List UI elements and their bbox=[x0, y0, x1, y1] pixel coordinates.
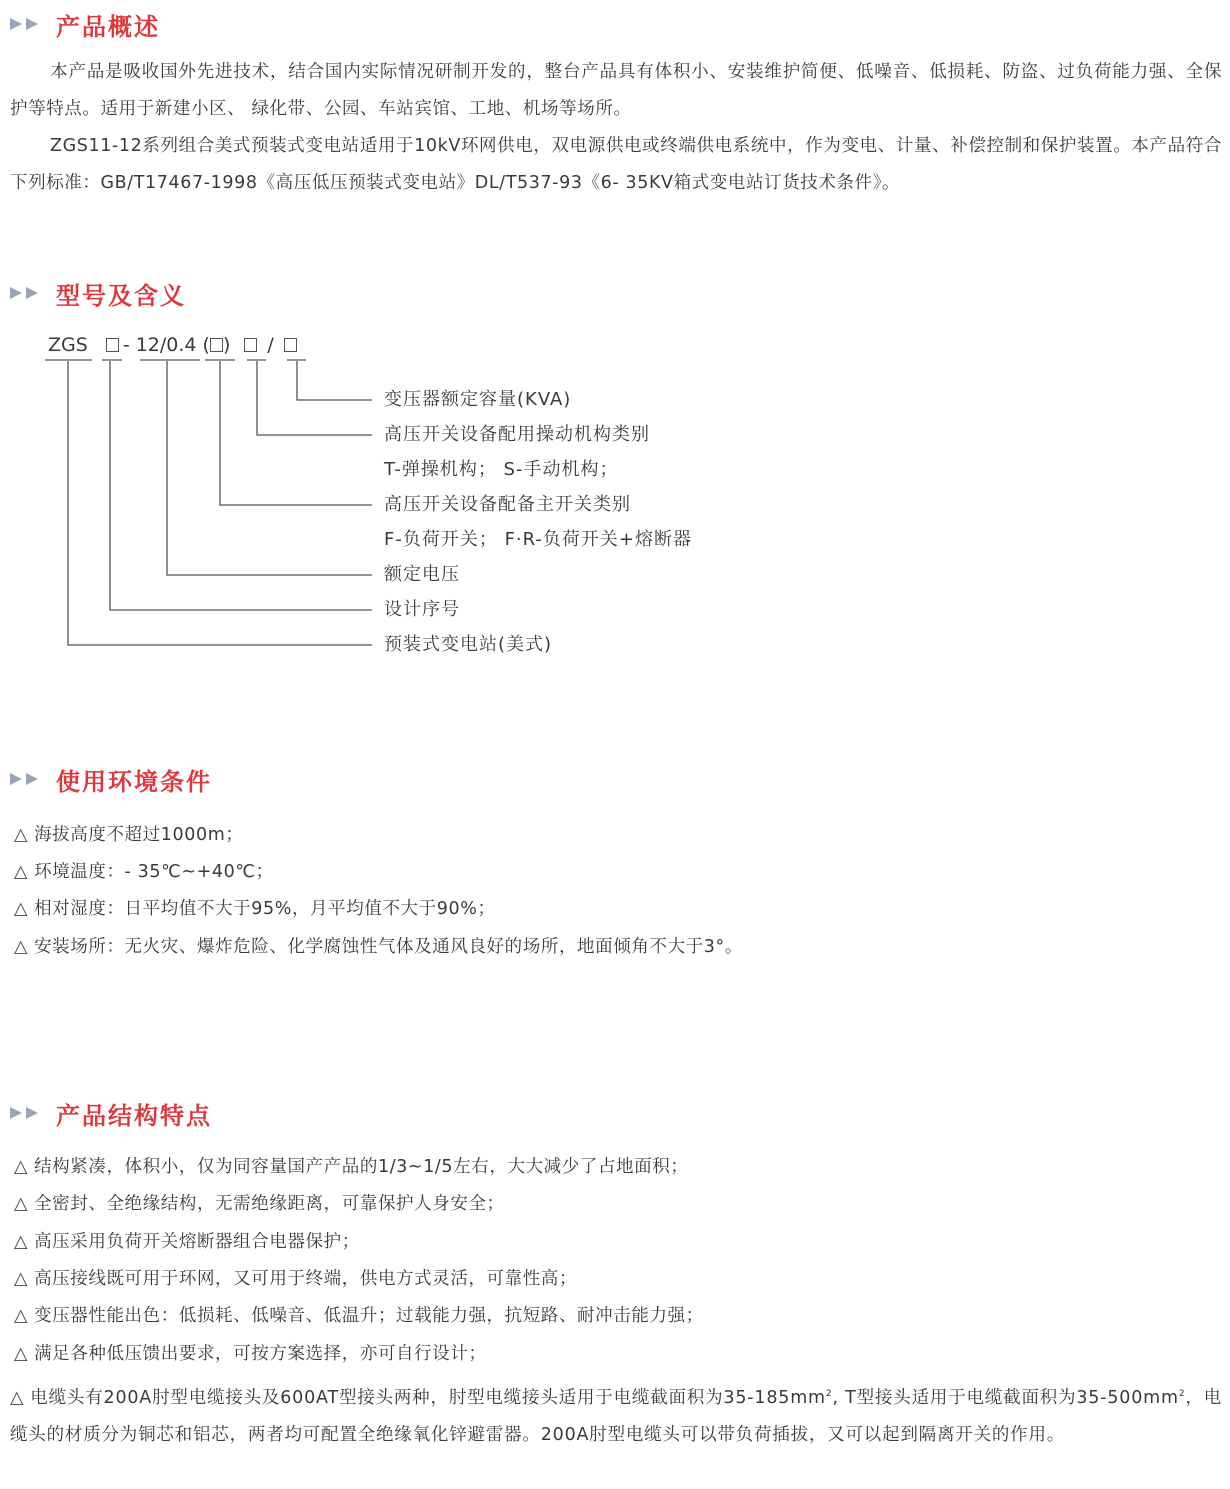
desc-substation-type: 预装式变电站(美式) bbox=[384, 634, 553, 655]
triangle-icon: △ bbox=[14, 937, 29, 957]
desc-rated-voltage: 额定电压 bbox=[384, 564, 460, 585]
section-title: 使用环境条件 bbox=[56, 767, 212, 796]
triangle-icon: △ bbox=[14, 1157, 29, 1177]
desc-mechanism-types: T-弹操机构； S-手动机构； bbox=[384, 459, 619, 480]
desc-main-switch: 高压开关设备配备主开关类别 bbox=[384, 494, 631, 515]
list-item: △ 结构紧凑，体积小，仅为同容量国产产品的1/3~1/5左右，大大减少了占地面积； bbox=[14, 1149, 688, 1186]
overview-paragraph-1: 本产品是吸收国外先进技术，结合国内实际情况研制开发的，整台产品具有体积小、安装维护简便、低噪音、低损耗、防盗、过负荷能力强、全保护等特点。适用于新建小区、 绿化带、公园、车站宾馆、工地、机场等场所。 bbox=[10, 62, 1222, 119]
code-slash: / bbox=[267, 334, 274, 356]
triangle-icon: △ bbox=[14, 1344, 29, 1364]
desc-operating-mechanism: 高压开关设备配用操动机构类别 bbox=[384, 424, 650, 445]
code-prefix: ZGS bbox=[48, 334, 88, 356]
section-title: 型号及含义 bbox=[56, 281, 186, 310]
code-mid: - 12/0.4 ( bbox=[122, 334, 210, 356]
cable-head-paragraph: △ 电缆头有200A肘型电缆接头及600AT型接头两种，肘型电缆接头适用于电缆截面积为$35-185mm^2$, T型接头适用于电缆截面积为$35-500mm^2$，电缆头的材质分为铜芯和铝芯，两者均可配置全绝缘氧化锌避雷器。200A肘型电缆头可以带负荷插拔，又可以起到隔离开关的作用。 bbox=[10, 1376, 1222, 1454]
list-item: △ 满足各种低压馈出要求，可按方案选择，亦可自行设计； bbox=[14, 1336, 487, 1373]
triangle-icon: △ bbox=[14, 1194, 29, 1214]
desc-design-serial: 设计序号 bbox=[384, 599, 460, 620]
triangle-icon: △ bbox=[14, 825, 29, 845]
list-item: △ 变压器性能出色：低损耗、低噪音、低温升；过载能力强，抗短路、耐冲击能力强； bbox=[14, 1298, 704, 1335]
double-arrow-icon bbox=[10, 772, 42, 786]
list-item: △ 高压接线既可用于环网，又可用于终端，供电方式灵活，可靠性高； bbox=[14, 1261, 577, 1298]
code-paren-close: ) bbox=[222, 334, 231, 356]
triangle-icon: △ bbox=[14, 899, 29, 919]
section-title: 产品概述 bbox=[56, 12, 160, 41]
triangle-icon: △ bbox=[14, 1232, 29, 1252]
list-item: △ 海拔高度不超过1000m； bbox=[14, 817, 243, 854]
list-item: △ 安装场所：无火灾、爆炸危险、化学腐蚀性气体及通风良好的场所，地面倾角不大于3°。 bbox=[14, 929, 743, 966]
overview-paragraph-2: ZGS11-12系列组合美式预装式变电站适用于10kV环网供电，双电源供电或终端供电系统中，作为变电、计量、补偿控制和保护装置。本产品符合下列标准：GB/T17467-1998《高压低压预装式变电站》DL/T537-93《6- 35KV箱式变电站订货技术条件》。 bbox=[10, 136, 1222, 193]
model-connector-lines bbox=[0, 0, 1230, 700]
triangle-icon: △ bbox=[14, 1269, 29, 1289]
triangle-icon: △ bbox=[14, 1306, 29, 1326]
desc-switch-types: F-负荷开关； F·R-负荷开关+熔断器 bbox=[384, 529, 692, 550]
double-arrow-icon bbox=[10, 1106, 42, 1120]
section-header-structure bbox=[10, 1096, 212, 1130]
section-title: 产品结构特点 bbox=[56, 1101, 212, 1130]
triangle-icon: △ bbox=[14, 862, 29, 882]
desc-capacity: 变压器额定容量(KVA) bbox=[384, 389, 572, 410]
list-item: △ 相对湿度：日平均值不大于95%，月平均值不大于90%； bbox=[14, 891, 496, 928]
triangle-icon: △ bbox=[10, 1387, 25, 1408]
list-item: △ 全密封、全绝缘结构，无需绝缘距离，可靠保护人身安全； bbox=[14, 1186, 505, 1223]
section-header-environment bbox=[10, 762, 212, 796]
list-item: △ 高压采用负荷开关熔断器组合电器保护； bbox=[14, 1224, 360, 1261]
list-item: △ 环境温度：- 35℃~+40℃； bbox=[14, 854, 274, 891]
